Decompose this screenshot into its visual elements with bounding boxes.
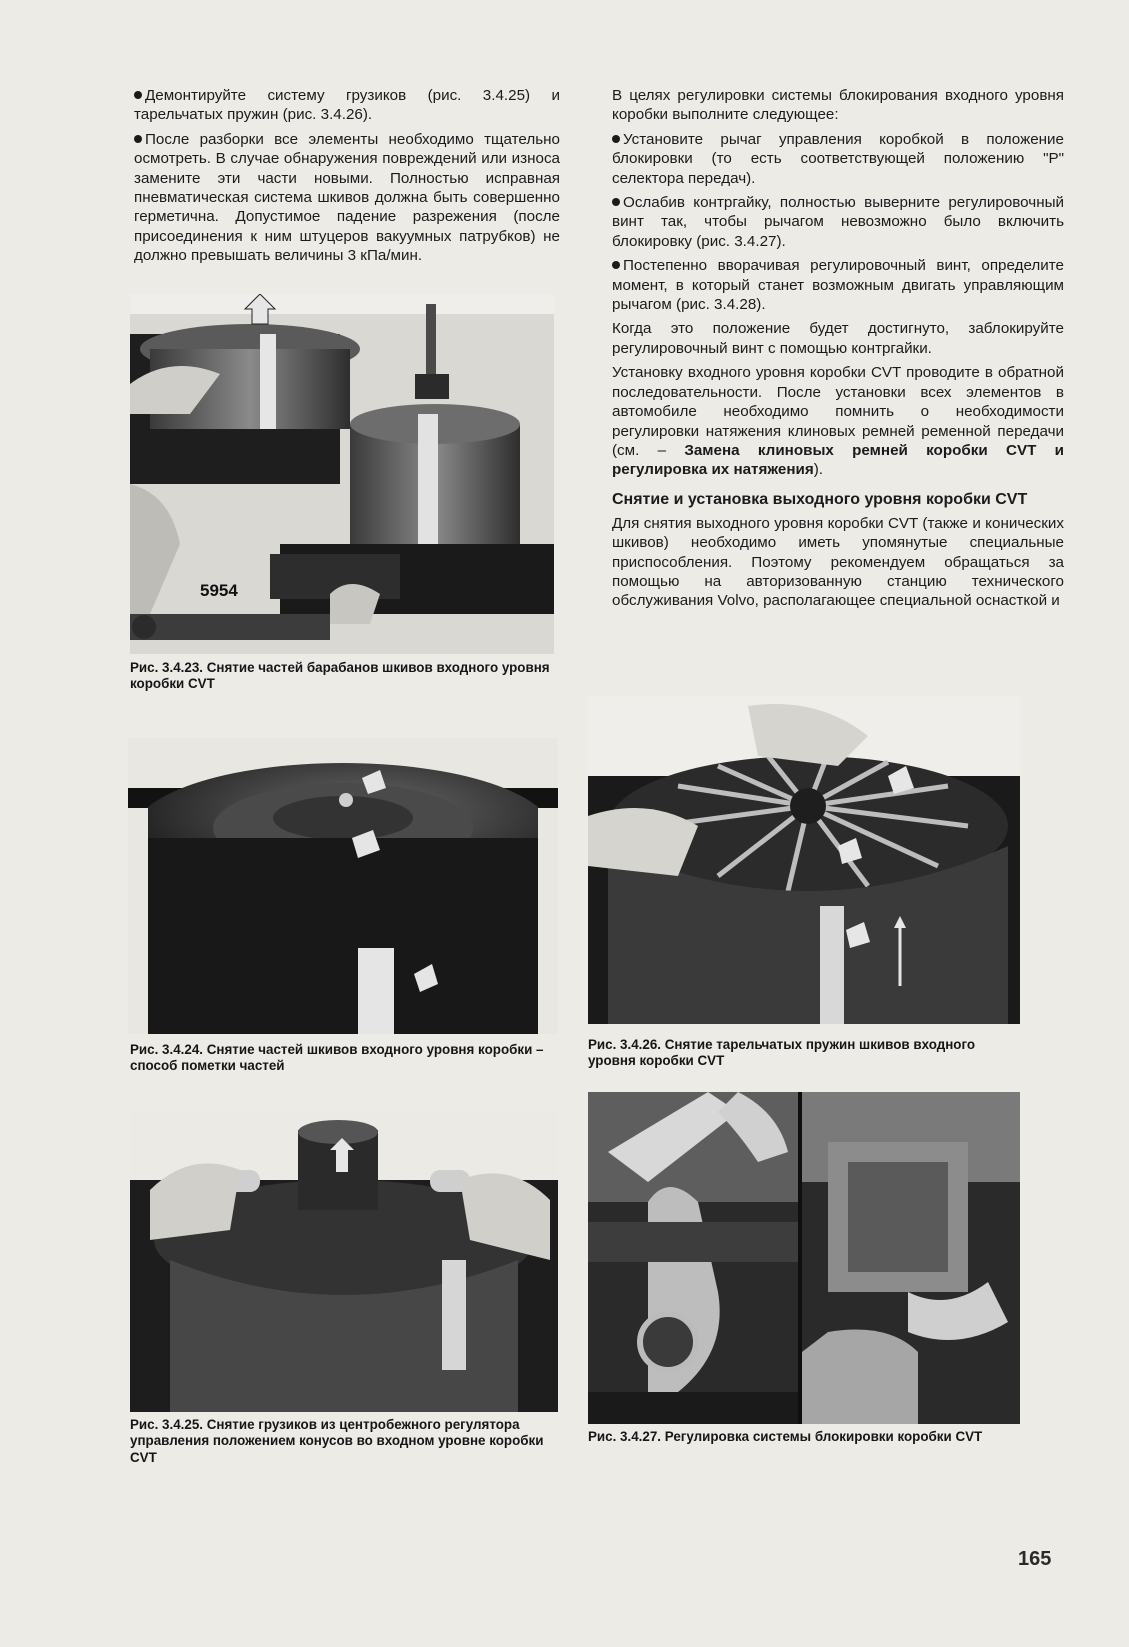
bullet-dot bbox=[612, 198, 620, 206]
caption-fig-3-4-23: Рис. 3.4.23. Снятие частей барабанов шкивов входного уровня коробки CVT bbox=[130, 660, 550, 692]
tool-number-label: 5954 bbox=[200, 581, 238, 600]
bullet-dot bbox=[612, 261, 620, 269]
caption-fig-3-4-27: Рис. 3.4.27. Регулировка системы блокировки коробки CVT bbox=[588, 1429, 983, 1444]
right-bullet-3: Постепенно вворачивая регулировочный винт, определите момент, в который станет возможным двигать управляющим рычагом (рис. 3.4.28). bbox=[612, 257, 1064, 314]
bullet-dot bbox=[134, 91, 142, 99]
bullet-dot bbox=[134, 135, 142, 143]
right-bullet-2: Ослабив контргайку, полностью выверните регулировочный винт так, чтобы рычагом невозможно было включить блокировку (рис. 3.4.27). bbox=[612, 194, 1064, 250]
figure-3-4-26-photo bbox=[588, 696, 1020, 1024]
caption-fig-3-4-25: Рис. 3.4.25. Снятие грузиков из центробежного регулятора управления положением конусов во входном уровне коробки CVT bbox=[130, 1417, 544, 1465]
left-column bbox=[134, 86, 560, 271]
right-column bbox=[612, 86, 1064, 616]
right-intro: В целях регулировки системы блокирования входного уровня коробки выполните следующее: bbox=[612, 87, 1064, 124]
page-number: 165 bbox=[1018, 1548, 1052, 1570]
left-bullet-2: После разборки все элементы необходимо тщательно осмотреть. В случае обнаружения повреждений или износа замените эти части новыми. Полностью исправная пневматическая система шкивов должна быть совершенно герметична. Допустимое падение разрежения (после присоединения к ним штуцеров вакуумных патрубков) не должно превышать величины 3 кПа/мин. bbox=[134, 130, 560, 265]
section-heading: Снятие и установка выходного уровня коробки CVT bbox=[612, 490, 1028, 508]
bullet-dot bbox=[612, 135, 620, 143]
right-bullet-1: Установите рычаг управления коробкой в положение блокировки (то есть соответствующей положению "Р" селектора передач). bbox=[612, 130, 1064, 187]
caption-fig-3-4-26: Рис. 3.4.26. Снятие тарельчатых пружин шкивов входного уровня коробки CVT bbox=[588, 1037, 976, 1069]
right-para-install: Установку входного уровня коробки CVT проводите в обратной последовательности. После установки всех элементов в автомобиле необходимо помнить о необходимости регулировки натяжения клиновых ремней ременной передачи (см. – Замена клиновых ремней коробки CVT и регулировка их натяжения). bbox=[612, 364, 1065, 479]
figure-3-4-25-photo bbox=[130, 1110, 558, 1412]
right-para-lock: Когда это положение будет достигнуто, заблокируйте регулировочный винт с помощью контргайки. bbox=[612, 320, 1064, 357]
figure-3-4-27-photo bbox=[588, 1092, 1020, 1424]
left-bullet-1: Демонтируйте систему грузиков (рис. 3.4.25) и тарельчатых пружин (рис. 3.4.26). bbox=[134, 87, 560, 124]
caption-fig-3-4-24: Рис. 3.4.24. Снятие частей шкивов входного уровня коробки – способ пометки частей bbox=[130, 1042, 544, 1074]
cross-reference: Замена клиновых ремней коробки CVT и регулировка их натяжения bbox=[612, 441, 1065, 479]
right-para-output: Для снятия выходного уровня коробки CVT (также и конических шкивов) необходимо иметь упомянутые специальные приспособления. Поэтому рекомендуем обращаться за помощью на авторизованную станцию технического обслуживания Volvo, располагающее специальной оснасткой и bbox=[612, 514, 1064, 610]
figure-3-4-23-photo bbox=[130, 294, 554, 654]
figure-3-4-24-photo bbox=[128, 738, 558, 1034]
